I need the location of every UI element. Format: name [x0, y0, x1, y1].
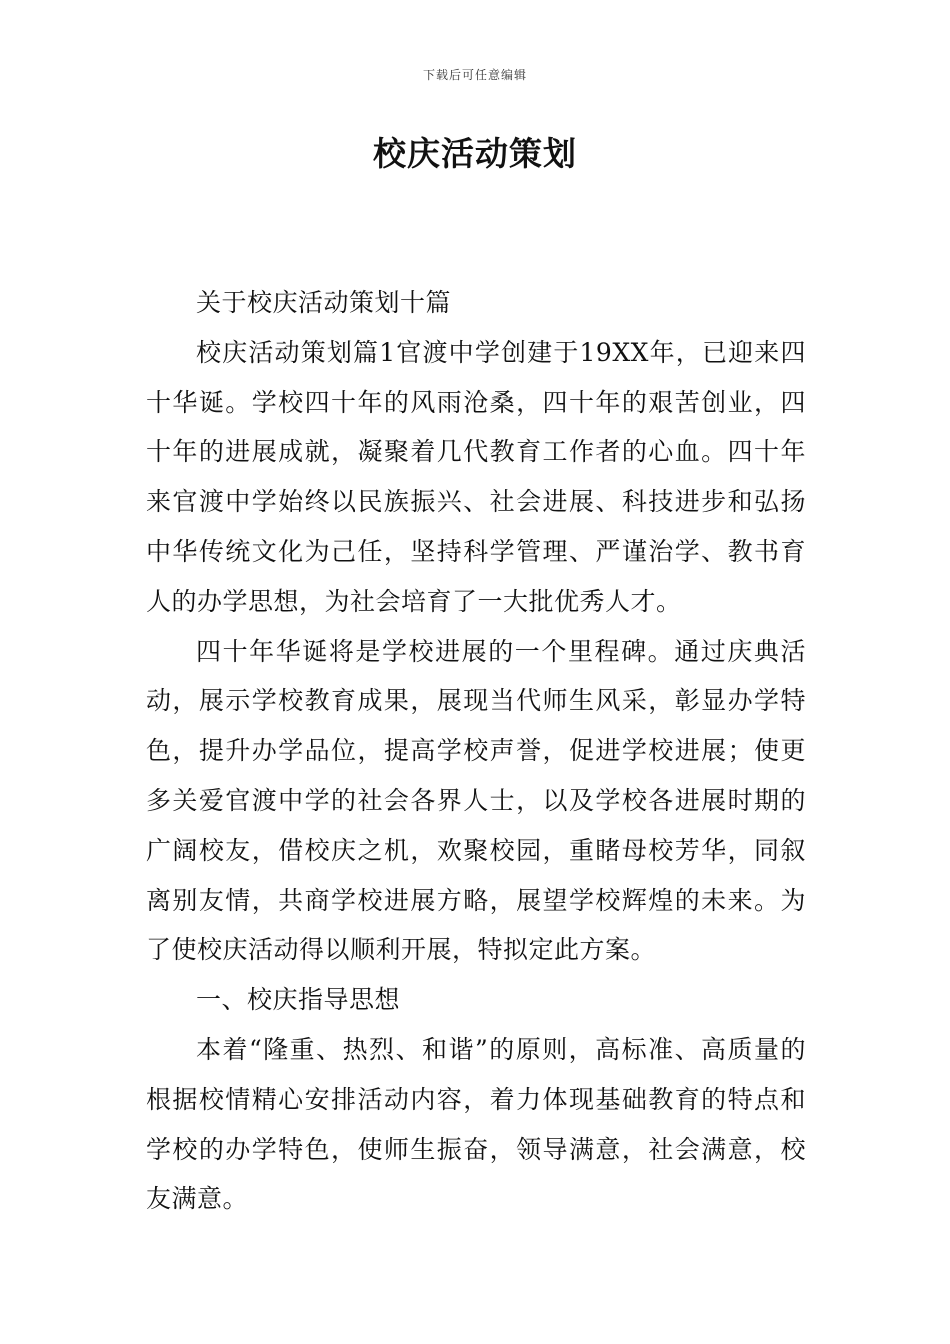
section-heading-guiding-thought: 一、校庆指导思想 — [196, 985, 401, 1015]
paragraph-guiding-thought: 本着“隆重、热烈、和谐”的原则，高标准、高质量的根据校情精心安排活动内容，着力体现基础教育的特点和学校的办学特色，使师生振奋，领导满意，社会满意，校友满意。 — [146, 1034, 806, 1214]
paragraph-history: 校庆活动策划篇1官渡中学创建于19XX年，已迎来四十华诞。学校四十年的风雨沧桑，四十年的艰苦创业，四十年的进展成就，凝聚着几代教育工作者的心血。四十年来官渡中学始终以民族振兴、社会进展、科技进步和弘扬中华传统文化为己任，坚持科学管理、严谨治学、教书育人的办学思想，为社会培育了一大批优秀人才。 — [146, 337, 806, 616]
document-body — [146, 278, 806, 1224]
header-note: 下载后可任意编辑 — [422, 68, 527, 82]
paragraph-intro: 关于校庆活动策划十篇 — [196, 288, 452, 317]
paragraph-purpose: 四十年华诞将是学校进展的一个里程碑。通过庆典活动，展示学校教育成果，展现当代师生风采，彰显办学特色，提升办学品位，提高学校声誉，促进学校进展；使更多关爱官渡中学的社会各界人士，以及学校各进展时期的广阔校友，借校庆之机，欢聚校园，重睹母校芳华，同叙离别友情，共商学校进展方略，展望学校辉煌的未来。为了使校庆活动得以顺利开展，特拟定此方案。 — [146, 636, 806, 965]
document-title: 校庆活动策划 — [373, 134, 577, 173]
